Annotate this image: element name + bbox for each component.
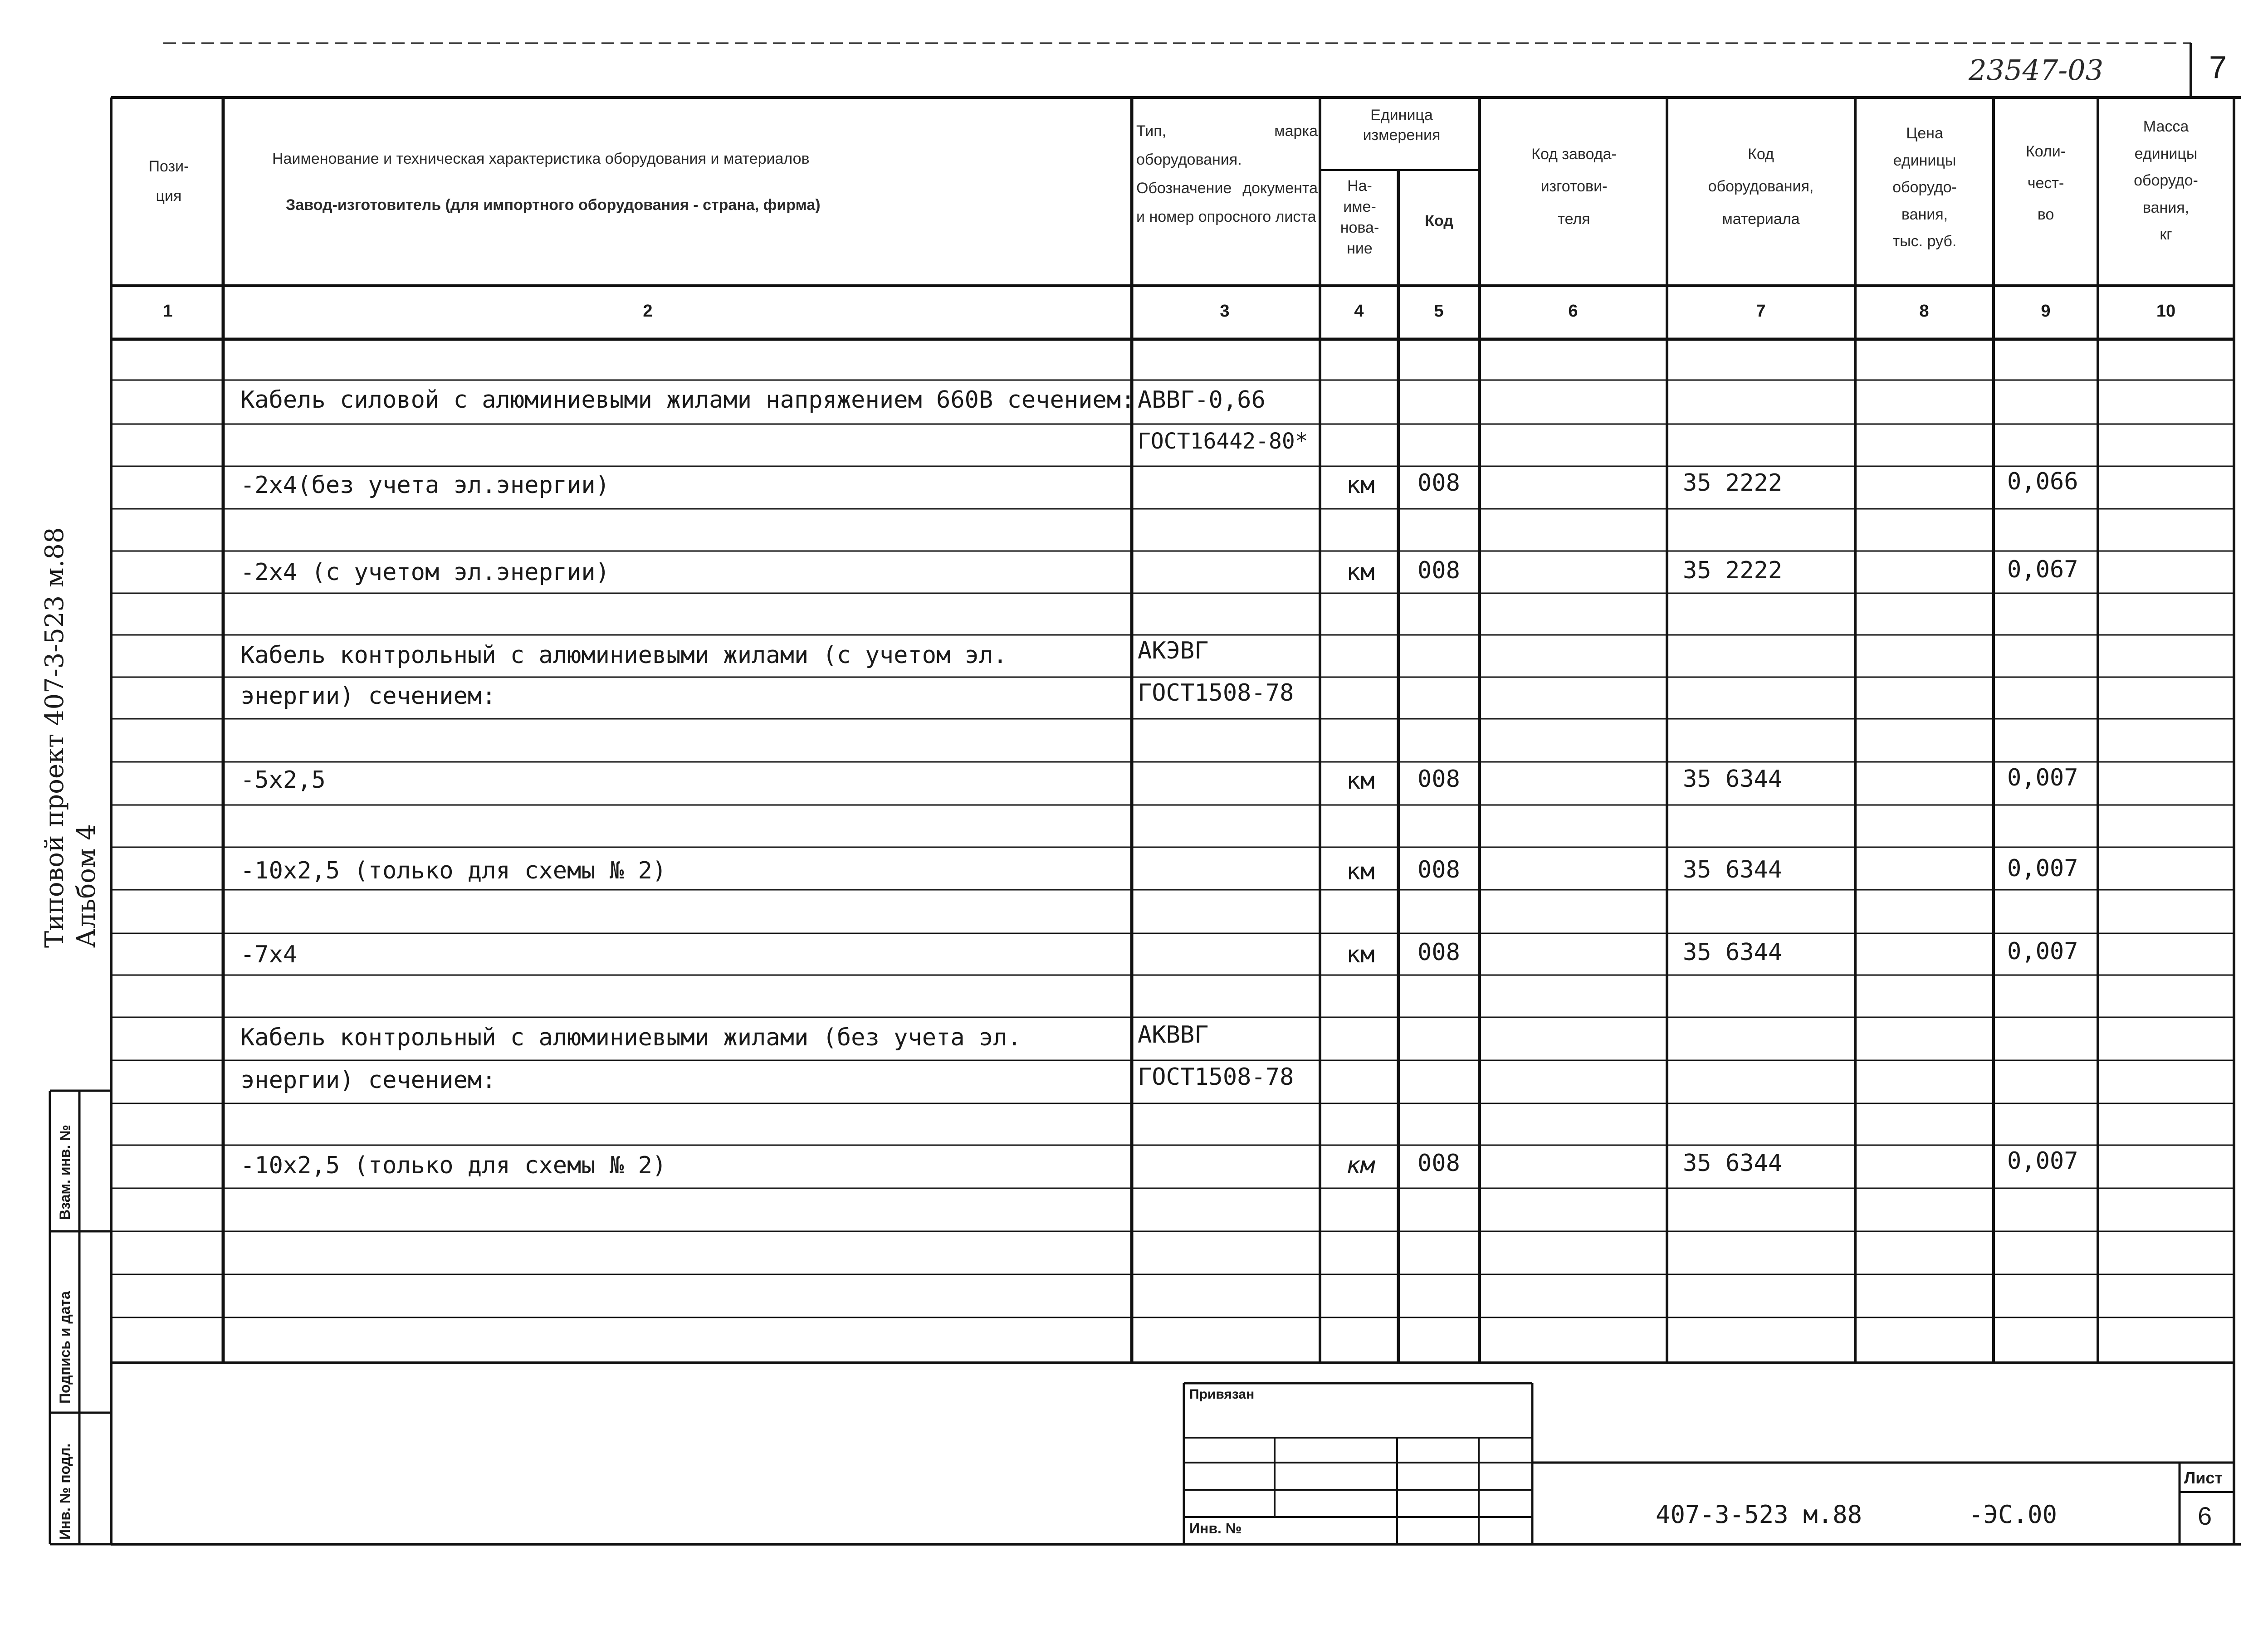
table-row-quantity: 0,007 [2007, 1147, 2078, 1175]
header-type: Тип, марка оборудования. Обозначение документа и номер опросного листа [1136, 122, 1318, 225]
table-row-material-code: 35 6344 [1683, 939, 1783, 966]
table-row-unit: км [1346, 941, 1375, 968]
table-row-material-code: 35 6344 [1683, 1150, 1783, 1177]
table-row-material-code: 35 2222 [1683, 557, 1783, 584]
stamp-vzam-inv: Взам. инв. № [57, 1125, 73, 1220]
table-row-type: ГОСТ1508-78 [1138, 1063, 1294, 1091]
table-row-type: АВВГ-0,66 [1138, 386, 1266, 414]
privyazan-label: Привязан [1189, 1387, 1255, 1402]
table-row-name: -10х2,5 (только для схемы № 2) [240, 1152, 667, 1179]
header-price: Цена единицы оборудо- вания, тыс. руб. [1892, 125, 1957, 250]
header-material-code: Код оборудования, материала [1708, 146, 1814, 228]
sheet-label: Лист [2184, 1468, 2223, 1487]
table-row-unit: км [1346, 767, 1375, 795]
table-row-material-code: 35 2222 [1683, 469, 1783, 497]
col-number-3: 3 [1220, 302, 1230, 321]
page-number: 7 [2209, 49, 2227, 85]
handwritten-doc-number: 23547-03 [1969, 54, 2104, 87]
table-row-quantity: 0,007 [2007, 938, 2078, 965]
header-unit-group: Единица измерения [1363, 107, 1441, 144]
header-name-line2: Завод-изготовитель (для импортного оборудования - страна, фирма) [286, 196, 821, 214]
table-row-name: -2х4(без учета эл.энергии) [240, 472, 610, 499]
table-row-unit-code: 008 [1418, 939, 1460, 966]
header-position: Пози- ция [148, 158, 189, 205]
header-name-line1: Наименование и техническая характеристика оборудования и материалов [272, 150, 810, 167]
col-number-1: 1 [163, 302, 173, 321]
table-row-unit: км [1346, 1152, 1375, 1179]
inv-no-label: Инв. № [1189, 1520, 1242, 1536]
table-row-type: АКВВГ [1138, 1021, 1209, 1049]
side-title-album: Альбом 4 [72, 824, 101, 948]
col-number-4: 4 [1354, 302, 1364, 321]
table-row-unit-code: 008 [1418, 766, 1460, 793]
table-row-unit-code: 008 [1418, 557, 1460, 584]
table-row-name: -10х2,5 (только для схемы № 2) [240, 857, 667, 884]
table-row-name: Кабель контрольный с алюминиевыми жилами (с учетом эл. [240, 642, 1007, 669]
table-row-unit: км [1346, 858, 1375, 885]
header-unit-code: Код [1425, 212, 1453, 229]
table-row-material-code: 35 6344 [1683, 856, 1783, 883]
header-unit-name: На- име- нова- ние [1340, 177, 1379, 257]
col-number-6: 6 [1568, 302, 1578, 321]
table-row-name: -5х2,5 [240, 766, 326, 794]
col-number-2: 2 [643, 302, 653, 321]
col-number-5: 5 [1434, 302, 1444, 321]
stamp-podpis-data: Подпись и дата [57, 1291, 73, 1404]
table-row-name: Кабель контрольный с алюминиевыми жилами (без учета эл. [240, 1024, 1022, 1051]
table-row-unit: км [1346, 559, 1375, 586]
table-row-name: энергии) сечением: [240, 1067, 496, 1094]
table-row-quantity: 0,066 [2007, 468, 2078, 495]
table-row-unit-code: 008 [1418, 1150, 1460, 1177]
col-number-8: 8 [1919, 302, 1929, 321]
col-number-7: 7 [1756, 302, 1766, 321]
table-row-unit: км [1346, 472, 1375, 499]
side-title-project: Типовой проект 407-3-523 м.88 [40, 527, 69, 948]
table-row-quantity: 0,007 [2007, 764, 2078, 791]
table-row-name: энергии) сечением: [240, 683, 496, 710]
table-row-type: ГОСТ1508-78 [1138, 679, 1294, 707]
table-row-name: -7х4 [240, 941, 298, 968]
table-row-unit-code: 008 [1418, 469, 1460, 497]
table-row-unit-code: 008 [1418, 856, 1460, 883]
col-number-10: 10 [2156, 302, 2176, 321]
header-factory-code: Код завода- изготови- теля [1531, 146, 1617, 228]
document-designation: 407-3-523 м.88 [1656, 1500, 1862, 1529]
stamp-inv-podl: Инв. № подл. [57, 1443, 73, 1540]
sheet-number: 6 [2198, 1502, 2212, 1530]
table-row-quantity: 0,007 [2007, 855, 2078, 882]
document-code: -ЭС.00 [1969, 1500, 2058, 1529]
header-mass: Масса единицы оборудо- вания, кг [2134, 118, 2198, 243]
table-row-quantity: 0,067 [2007, 556, 2078, 583]
table-row-type: ГОСТ16442-80* [1138, 429, 1308, 454]
header-quantity: Коли- чест- во [2025, 143, 2066, 224]
table-row-name: -2х4 (с учетом эл.энергии) [240, 559, 610, 586]
table-row-material-code: 35 6344 [1683, 766, 1783, 793]
table-row-type: АКЭВГ [1138, 637, 1209, 664]
col-number-9: 9 [2041, 302, 2051, 321]
table-row-name: Кабель силовой с алюминиевыми жилами напряжением 660В сечением: [240, 386, 1135, 414]
